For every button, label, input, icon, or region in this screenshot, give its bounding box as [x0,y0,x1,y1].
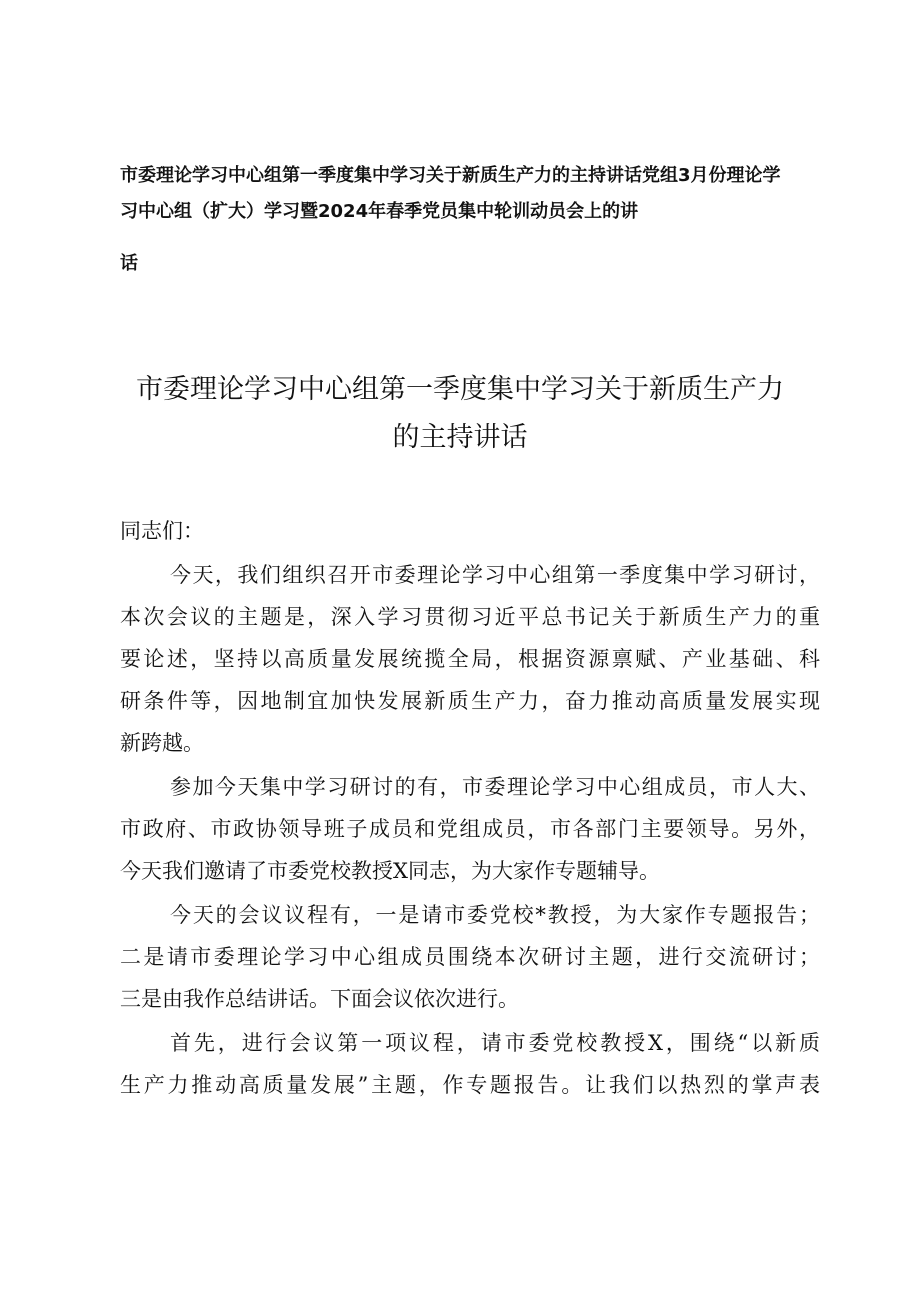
paragraph-line: 首先，进行会议第一项议程，请市委党校教授X，围绕“以新质 [170,1031,820,1055]
paragraph-line: 本次会议的主题是，深入学习贯彻习近平总书记关于新质生产力的重 [120,605,820,629]
paragraph [120,766,820,892]
paragraph-line: 二是请市委理论学习中心组成员围绕本次研讨主题，进行交流研讨； [120,945,820,969]
paragraph-line: 三是由我作总结讲话。下面会议依次进行。 [120,987,519,1011]
paragraph-line: 生产力推动高质量发展”主题，作专题报告。让我们以热烈的掌声表 [120,1073,820,1097]
header-line: 市委理论学习中心组第一季度集中学习关于新质生产力的主持讲话党组3月份理论学 [120,165,781,186]
paragraph-line: 要论述，坚持以高质量发展统揽全局，根据资源禀赋、产业基础、科 [120,647,820,671]
paragraph [120,894,820,1020]
paragraph-line: 研条件等，因地制宜加快发展新质生产力，奋力推动高质量发展实现 [120,689,820,713]
paragraph-line: 今天我们邀请了市委党校教授X同志，为大家作专题辅导。 [120,859,660,883]
header-line: 话 [120,253,138,274]
paragraph-line: 市政府、市政协领导班子成员和党组成员，市各部门主要领导。另外， [120,817,820,841]
paragraph-line: 新跨越。 [120,731,204,755]
document-header [120,158,810,282]
title-line: 市委理论学习中心组第一季度集中学习关于新质生产力 [136,374,784,405]
title-line: 的主持讲话 [392,422,528,453]
paragraph [120,554,820,764]
header-line: 习中心组（扩大）学习暨2024年春季党员集中轮训动员会上的讲 [120,201,639,222]
paragraph-line: 参加今天集中学习研讨的有，市委理论学习中心组成员，市人大、 [170,775,820,799]
document-body [120,510,820,1106]
paragraph-line: 今天的会议议程有，一是请市委党校*教授，为大家作专题报告； [170,903,820,927]
paragraph [120,1022,820,1106]
paragraph-line: 今天，我们组织召开市委理论学习中心组第一季度集中学习研讨， [170,563,820,587]
document-title [100,366,820,462]
salutation: 同志们： [120,519,204,543]
